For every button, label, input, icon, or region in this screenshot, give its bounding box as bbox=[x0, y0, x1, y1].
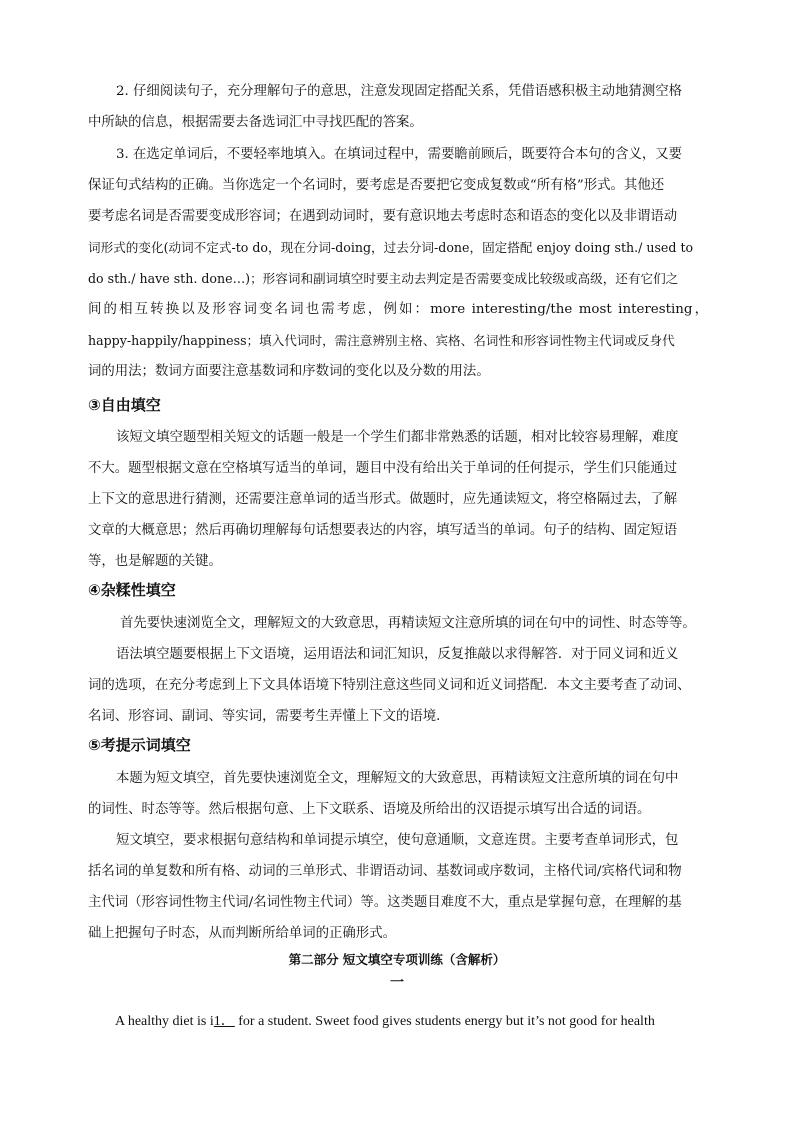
tip-paragraph-3 bbox=[88, 139, 708, 387]
exercise-suffix: for a student. Sweet food gives students energy but it’s not good for health bbox=[234, 1014, 655, 1029]
exercise-line bbox=[115, 1010, 715, 1030]
text-line: 词的用法；数词方面要注意基数词和序数词的变化以及分数的用法。 bbox=[88, 364, 490, 379]
text-line: 的词性、时态等等。然后根据句意、上下文联系、语境及所给出的汉语提示填写出合适的词语。 bbox=[88, 802, 651, 817]
text-line: 括名词的单复数和所有格、动词的三单形式、非谓语动词、基数词或序数词，主格代词/宾格代词和物 bbox=[88, 864, 682, 879]
text-line: 本题为短文填空，首先要快速浏览全文，理解短文的大致意思，再精读短文注意所填的词在句中 bbox=[116, 771, 679, 786]
hint-fill-paragraph-1 bbox=[88, 763, 708, 825]
text-line: happy-happily/happiness；填入代词时，需注意辨别主格、宾格、名词性和形容词性物主代词或反身代 bbox=[88, 333, 675, 348]
text-line: 语法填空题要根据上下文语境，运用语法和词汇知识，反复推敲以求得解答．对于同义词和近义 bbox=[116, 647, 679, 662]
tip-paragraph-2 bbox=[88, 76, 708, 138]
exercise-prefix: A healthy diet is i bbox=[115, 1014, 214, 1029]
text-line: 间的相互转换以及形容词变名词也需考虑，例如：more interesting/the most interesting， bbox=[88, 302, 708, 317]
text-line: 文章的大概意思；然后再确切理解每句话想要表达的内容，填写适当的单词。句子的结构、固定短语 bbox=[88, 523, 678, 538]
blank-1: 1． bbox=[213, 1014, 235, 1029]
text-line: 中所缺的信息，根据需要去备选词汇中寻找匹配的答案。 bbox=[88, 115, 423, 130]
text-line: 3. 在选定单词后，不要轻率地填入。在填词过程中，需要瞻前顾后，既要符合本句的含义，又要 bbox=[116, 147, 683, 162]
text-line: 主代词（形容词性物主代词/名词性物主代词）等。这类题目难度不大，重点是掌握句意，在理解的基 bbox=[88, 895, 682, 910]
text-line: 名词、形容词、副词、等实词，需要考生弄懂上下文的语境． bbox=[88, 709, 450, 724]
text-line: 该短文填空题型相关短文的话题一般是一个学生们都非常熟悉的话题，相对比较容易理解，难度 bbox=[116, 430, 679, 445]
text-line: 要考虑名词是否需要变成形容词；在遇到动词时，要有意识地去考虑时态和语态的变化以及非谓语动 bbox=[88, 209, 678, 224]
section-heading-free-fill: ③自由填空 bbox=[88, 396, 161, 414]
text-line: 础上把握句子时态，从而判断所给单词的正确形式。 bbox=[88, 926, 396, 941]
part-title: 第二部分 短文填空专项训练（含解析） bbox=[288, 952, 506, 967]
hint-fill-paragraph-2 bbox=[88, 825, 708, 949]
text-line: 上下文的意思进行猜测，还需要注意单词的适当形式。做题时，应先通读短文，将空格隔过去，了解 bbox=[88, 492, 678, 507]
mixed-fill-paragraph bbox=[88, 608, 708, 732]
free-fill-paragraph bbox=[88, 422, 708, 577]
text-line: 词形式的变化(动词不定式-to do，现在分词-doing，过去分词-done，固定搭配 enjoy doing sth./ used to bbox=[88, 240, 694, 255]
text-line: do sth./ have sth. done…)；形容词和副词填空时要主动去判定是否需要变成比较级或高级，还有它们之 bbox=[88, 271, 679, 286]
section-heading-hint-fill: ⑤考提示词填空 bbox=[88, 736, 191, 754]
text-line: 2. 仔细阅读句子，充分理解句子的意思，注意发现固定搭配关系，凭借语感积极主动地猜测空格 bbox=[116, 84, 683, 99]
text-line: 保证句式结构的正确。当你选定一个名词时，要考虑是否要把它变成复数或“所有格”形式。其他还 bbox=[88, 178, 665, 193]
text-line: 词的选项，在充分考虑到上下文具体语境下特别注意这些同义词和近义词搭配．本文主要考查了动词、 bbox=[88, 678, 691, 693]
text-line: 不大。题型根据文意在空格填写适当的单词，题目中没有给出关于单词的任何提示，学生们只能通过 bbox=[88, 461, 678, 476]
text-line: 首先要快速浏览全文，理解短文的大致意思，再精读短文注意所填的词在句中的词性、时态等等。 bbox=[120, 616, 696, 631]
text-line: 等，也是解题的关键。 bbox=[88, 554, 222, 569]
section-heading-mixed-fill: ④杂糅性填空 bbox=[88, 581, 176, 599]
part-number: 一 bbox=[390, 975, 404, 991]
text-line: 短文填空，要求根据句意结构和单词提示填空，使句意通顺，文意连贯。主要考查单词形式，包 bbox=[116, 833, 679, 848]
